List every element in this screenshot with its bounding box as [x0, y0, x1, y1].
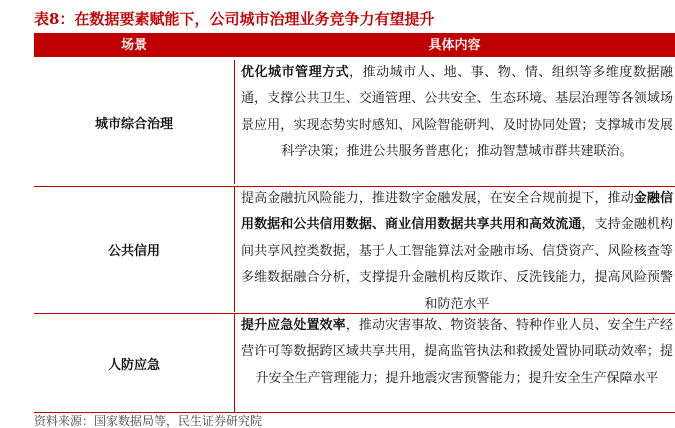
content-bold: 提升应急处置效率 [241, 318, 346, 333]
content-text: ，支持金融机构间共享风控类数据，基于人工智能算法对金融市场、信贷资产、风险核查等多维数据融合分析，支撑提升金融机构反欺诈、反洗钱能力，提高风险预警和防范水平 [241, 217, 673, 312]
table-bottom-rule [34, 412, 675, 413]
table-row [34, 313, 675, 413]
content-text: 提高金融抗风险能力，推进数字金融发展，在安全合规前提下，推动 [241, 191, 634, 206]
table-title: 表8：在数据要素赋能下，公司城市治理业务竞争力有望提升 [34, 10, 435, 28]
column-divider [234, 186, 235, 312]
scene-cell: 人防应急 [107, 357, 160, 373]
content-text: ，推动城市人、地、事、物、情、组织等多维度数据融通，支撑公共卫生、交通管理、公共安全、生态环境、基层治理等各领域场景应用，实现态势实时感知、风险智能研判、及时协同处置；支撑城市发展科学决策；推进公共服务普惠化；推动智慧城市群共建联治。 [241, 65, 673, 160]
source-note: 资料来源：国家数据局等，民生证券研究院 [34, 414, 263, 428]
column-divider [234, 313, 235, 413]
header-scene: 场景 [120, 38, 147, 53]
content-cell [241, 186, 673, 318]
content-bold: 金融信用数据和公共信用数据、商业信用数据共享共用和高效流通 [241, 191, 673, 233]
scene-cell: 城市综合治理 [94, 116, 173, 132]
table-header [34, 35, 675, 57]
content-text: ，推动灾害事故、物资装备、特种作业人员、安全生产经营许可等数据跨区域共享共用，提高监管执法和救援处置协同联动效率；提升安全生产管理能力；提升地震灾害预警能力；提升安全生产保障水平 [241, 318, 673, 386]
table-row [34, 186, 675, 312]
scene-cell: 公共信用 [107, 243, 160, 259]
content-cell [241, 313, 673, 392]
table-row [34, 60, 675, 184]
content-cell [241, 60, 673, 166]
column-divider [234, 60, 235, 184]
header-content: 具体内容 [428, 38, 481, 53]
content-bold: 优化城市管理方式 [241, 65, 350, 80]
